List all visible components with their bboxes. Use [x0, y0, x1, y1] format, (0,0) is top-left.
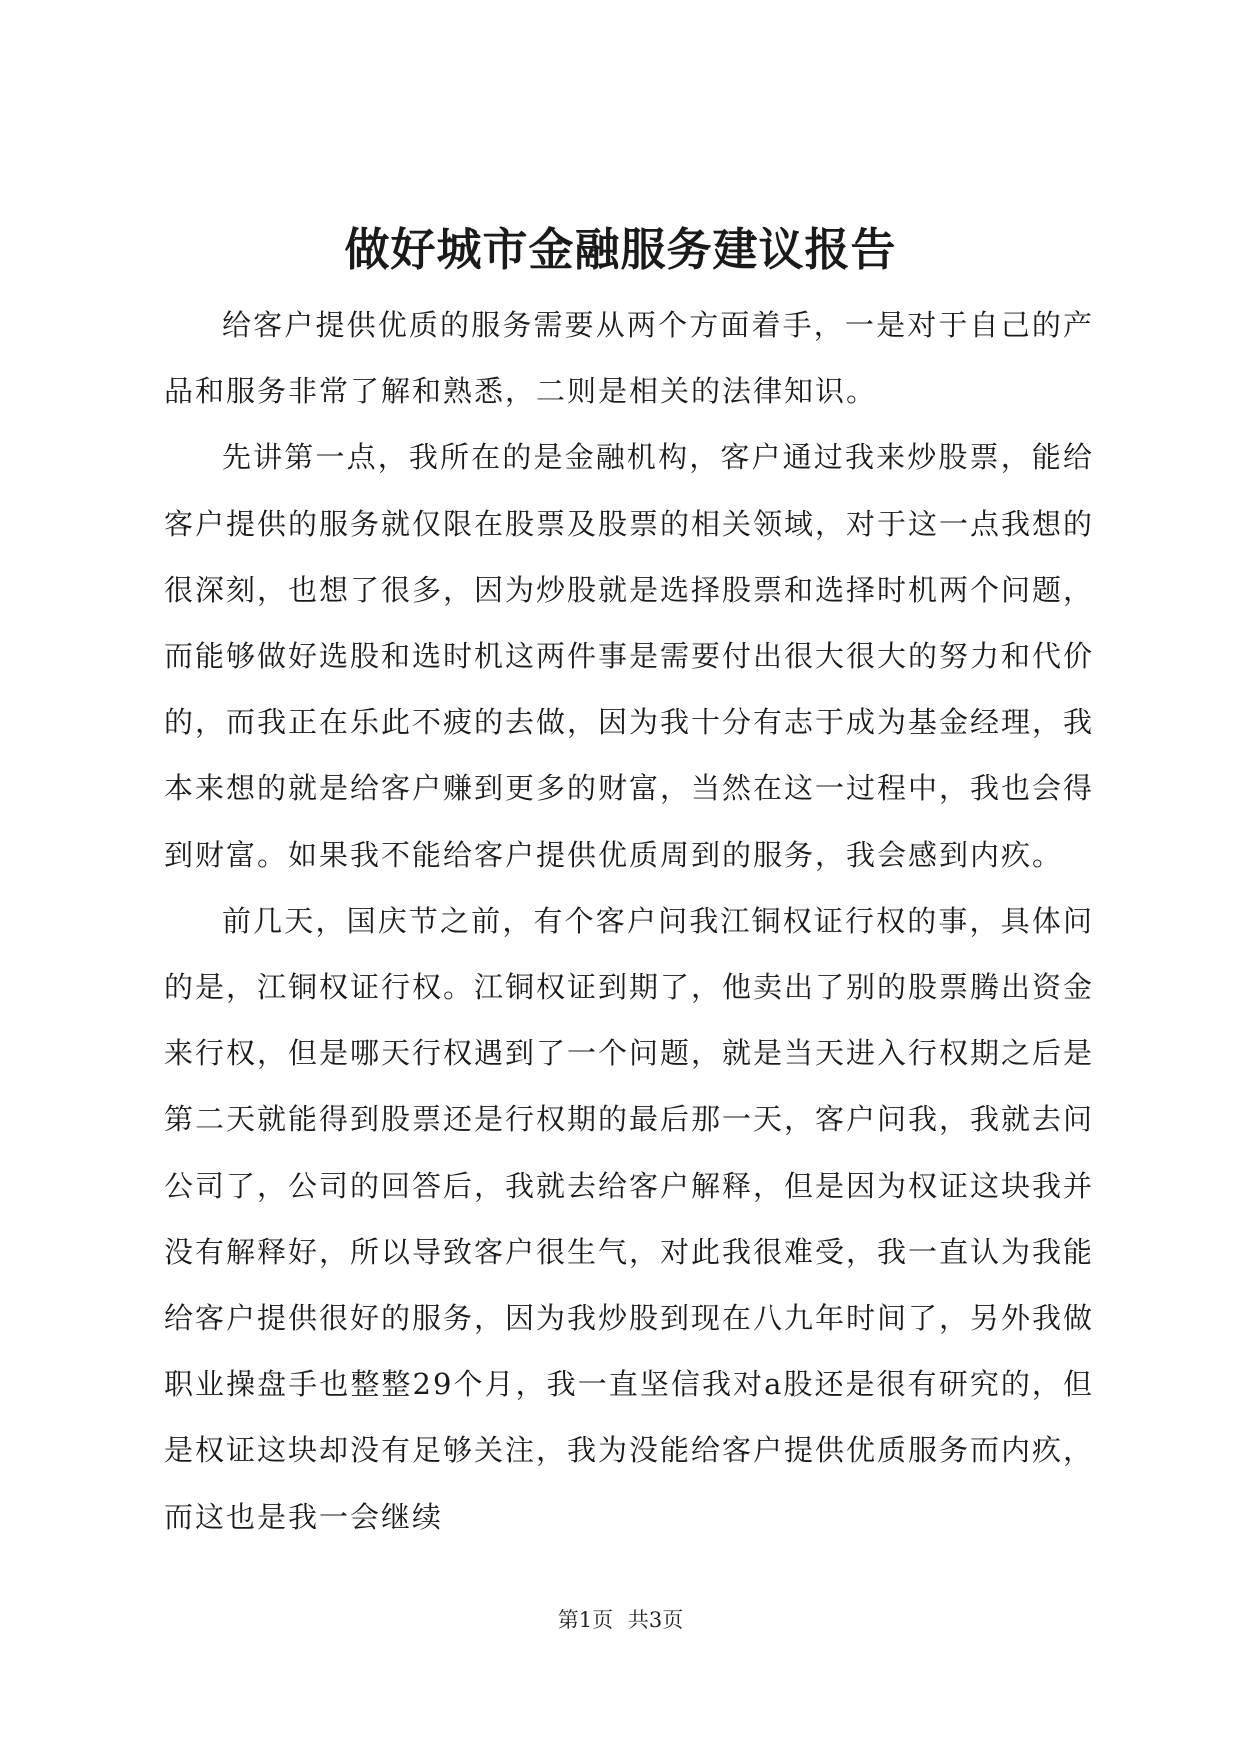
document-body — [164, 292, 1094, 1550]
page-footer — [0, 1606, 1241, 1634]
page-total: 共3页 — [627, 1608, 684, 1632]
paragraph-3: 前几天，国庆节之前，有个客户问我江铜权证行权的事，具体问的是，江铜权证行权。江铜权证到期了，他卖出了别的股票腾出资金来行权，但是哪天行权遇到了一个问题，就是当天进入行权期之后是第二天就能得到股票还是行权期的最后那一天，客户问我，我就去问公司了，公司的回答后，我就去给客户解释，但是因为权证这块我并没有解释好，所以导致客户很生气，对此我很难受，我一直认为我能给客户提供很好的服务，因为我炒股到现在八九年时间了，另外我做职业操盘手也整整29个月，我一直坚信我对a股还是很有研究的，但是权证这块却没有足够关注，我为没能给客户提供优质服务而内疚，而这也是我一会继续 — [164, 903, 1095, 1534]
document-title: 做好城市金融服务建议报告 — [344, 223, 897, 276]
paragraph-2: 先讲第一点，我所在的是金融机构，客户通过我来炒股票，能给客户提供的服务就仅限在股票及股票的相关领域，对于这一点我想的很深刻，也想了很多，因为炒股就是选择股票和选择时机两个问题，而能够做好选股和选时机这两件事是需要付出很大很大的努力和代价的，而我正在乐此不疲的去做，因为我十分有志于成为基金经理，我本来想的就是给客户赚到更多的财富，当然在这一过程中，我也会得到财富。如果我不能给客户提供优质周到的服务，我会感到内疚。 — [164, 440, 1095, 872]
paragraph-1: 给客户提供优质的服务需要从两个方面着手，一是对于自己的产品和服务非常了解和熟悉，二则是相关的法律知识。 — [164, 308, 1094, 409]
page-number: 第1页 — [557, 1608, 614, 1632]
